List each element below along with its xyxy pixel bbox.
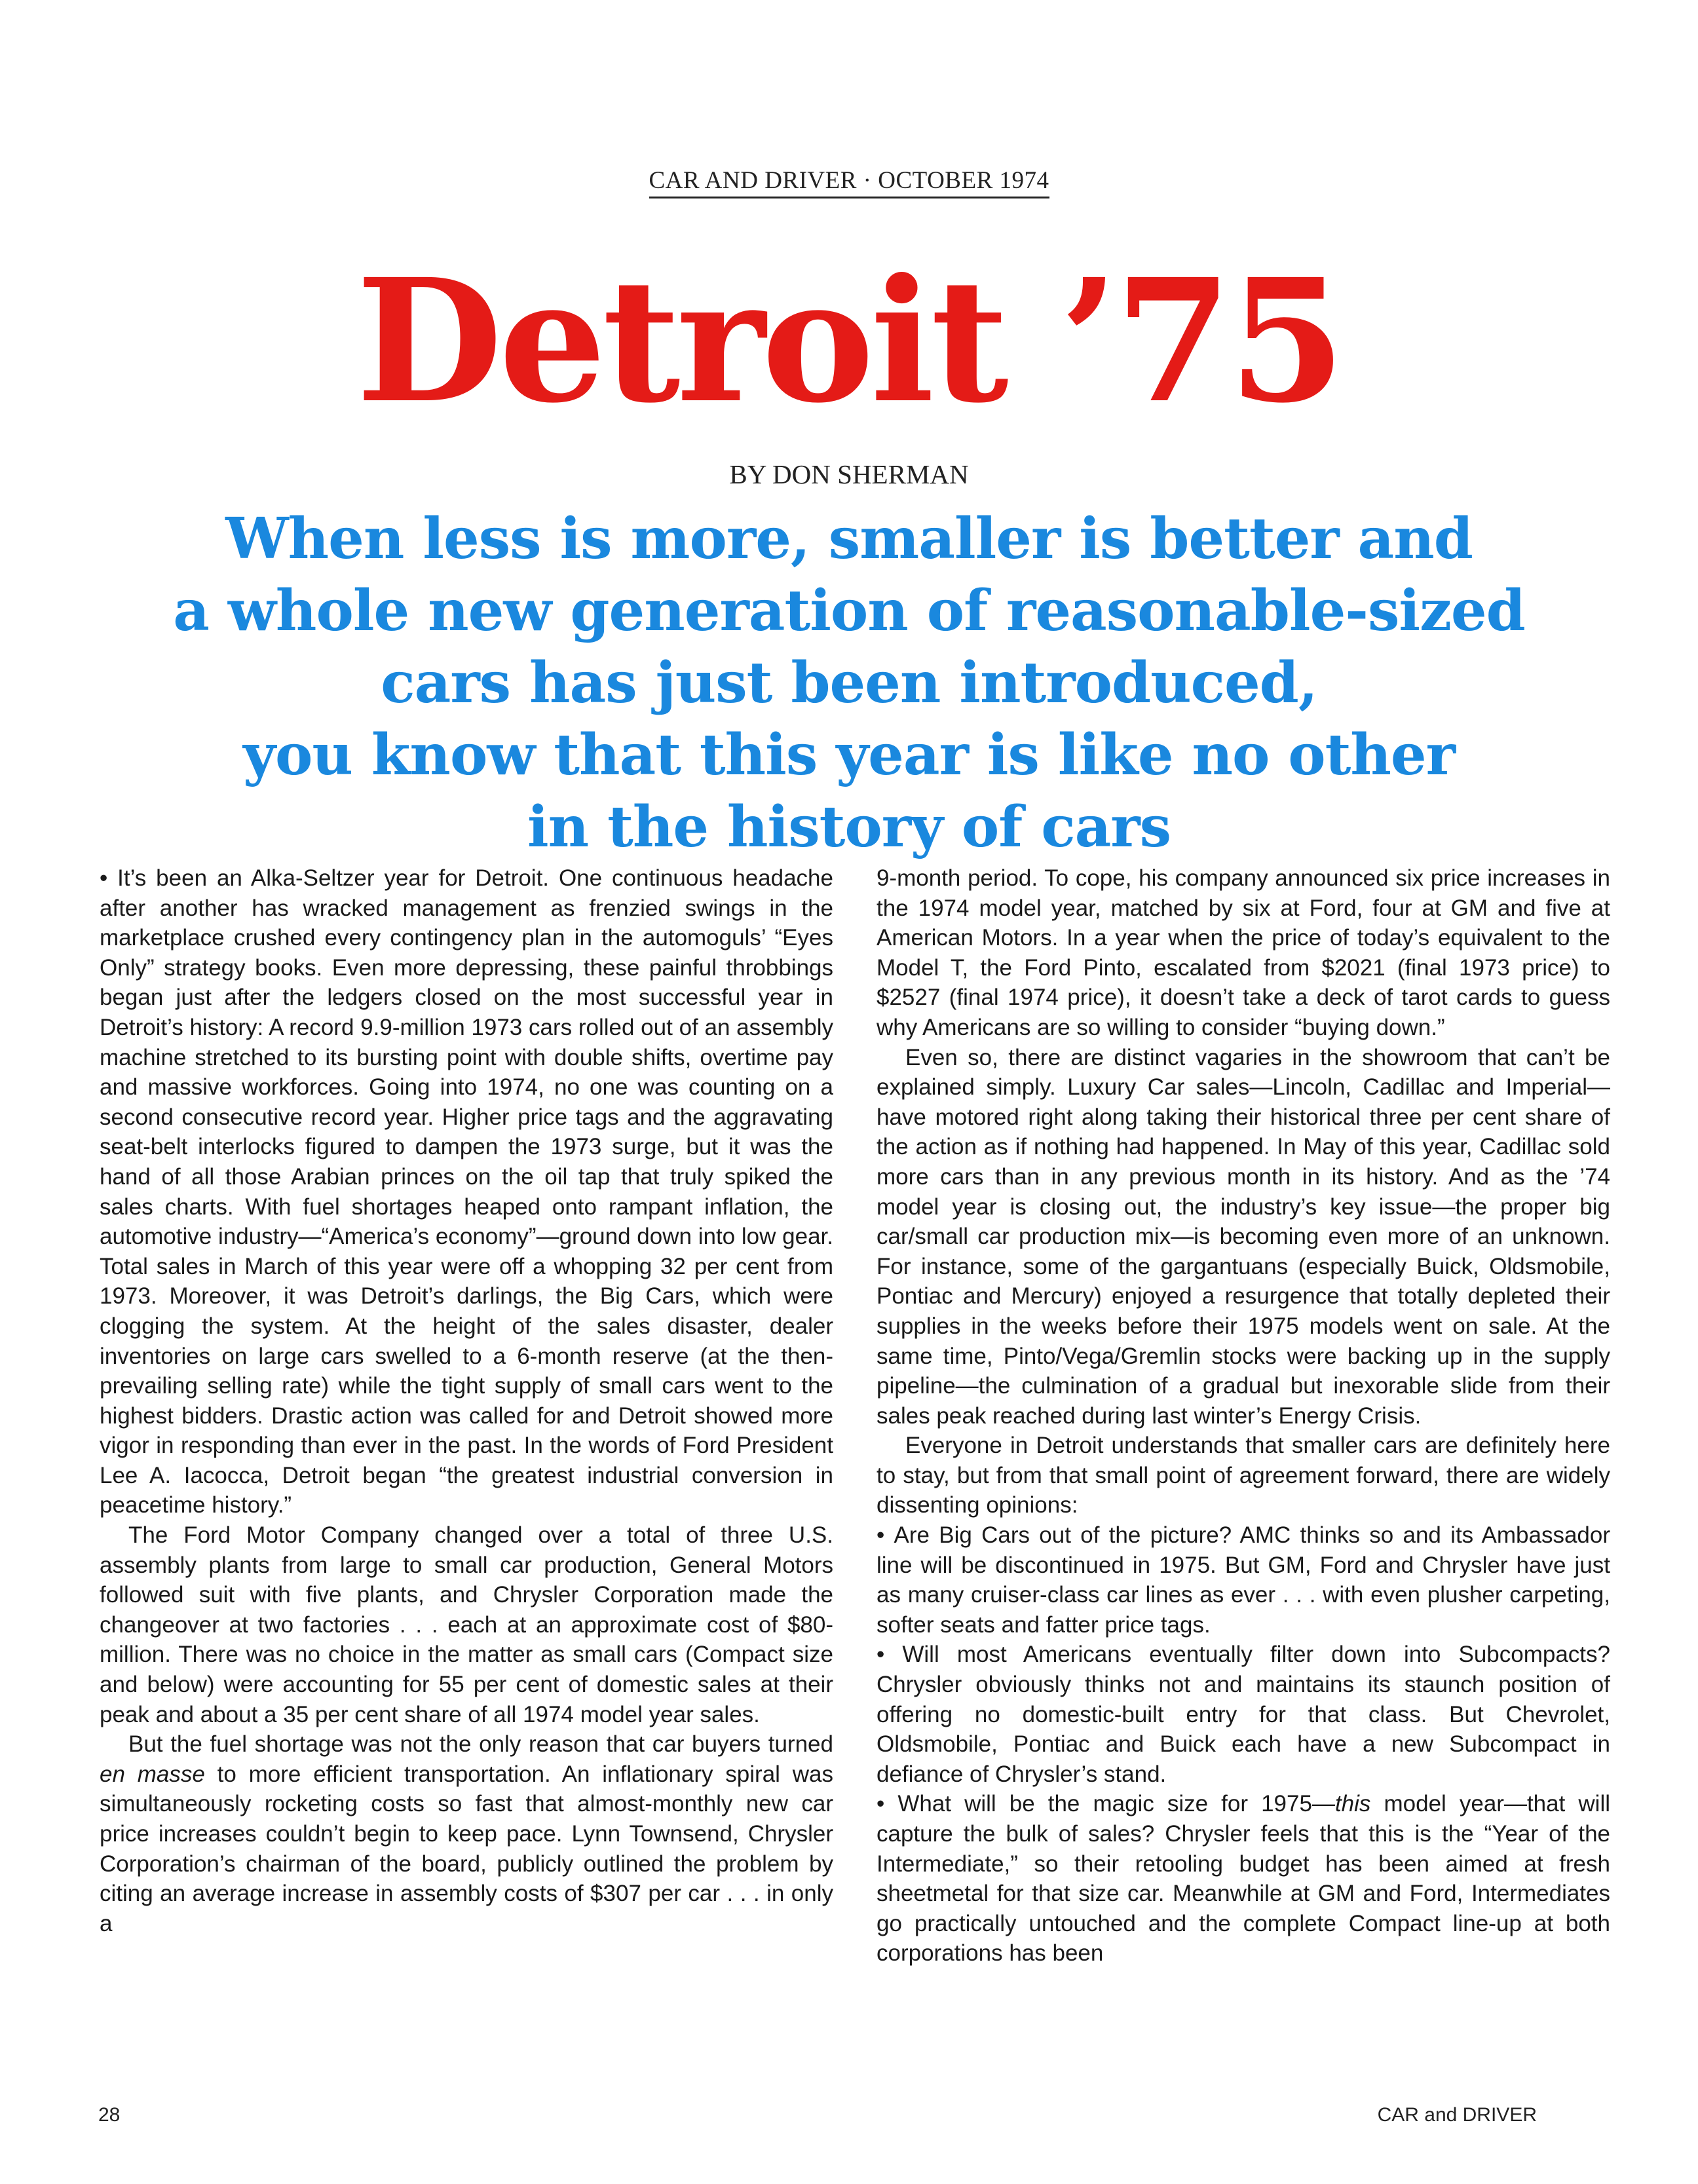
text-run: What will be the magic size for 1975— xyxy=(897,1791,1335,1817)
body-column-left xyxy=(100,863,833,1938)
deck-line: in the history of cars xyxy=(527,794,1171,860)
bullet-paragraph xyxy=(877,1789,1610,1968)
deck-line: a whole new generation of reasonable-sized xyxy=(173,578,1525,644)
text-run: But the fuel shortage was not the only reason that car buyers turned xyxy=(128,1731,833,1758)
body-paragraph: • It’s been an Alka-Seltzer year for Detroit. One continuous headache after another has wracked management as frenzied swings in the marketplace crushed every contingency plan in the automoguls’ “Eyes Only” strategy books. Even more depressing, these painful throbbings began just after the ledgers closed on the most successful year in Detroit’s history: A record 9.9-million 1973 cars rolled out of an assembly machine stretched to its bursting point with double shifts, overtime pay and massive workforces. Going into 1974, no one was counting on a second consecutive record year. Higher price tags and the aggravating seat-belt interlocks figured to dampen the 1973 surge, but it was the hand of all those Arabian princes on the oil tap that truly spiked the sales charts. With fuel shortages heaped onto rampant inflation, the automotive industry—“America’s economy”—ground down into low gear. Total sales in March of this year were off a whopping 32 per cent from 1973. Moreover, it was Detroit’s darlings, the Big Cars, which were clogging the system. At the height of the sales disaster, dealer inventories on large cars swelled to a 6-month reserve (at the then-prevailing selling rate) while the tight supply of small cars went to the highest bidders. Drastic action was called for and Detroit showed more vigor in responding than ever in the past. In the words of Ford President Lee A. Iacocca, Detroit began “the greatest industrial conversion in peacetime history.” xyxy=(100,863,833,1520)
text-run: to more efficient transportation. An inflationary spiral was simultaneously rocketing costs so fast that almost-monthly new car price increases couldn’t begin to keep pace. Lynn Townsend, Chrysler Corporation’s chairman of the board, publicly outlined the problem by citing an average increase in assembly costs of $307 per car . . . in only a xyxy=(100,1761,833,1936)
body-paragraph: Everyone in Detroit understands that smaller cars are definitely here to stay, but from that small point of agreement forward, there are widely dissenting opinions: xyxy=(877,1433,1610,1518)
running-head xyxy=(0,166,1698,195)
body-paragraph: The Ford Motor Company changed over a total of three U.S. assembly plants from large to small car production, General Motors followed suit with five plants, and Chrysler Corporation made the changeover at two factories . . . each at an approximate cost of $80-million. There was no choice in the matter as small cars (Compact size and below) were accounting for 55 per cent of domestic sales at their peak and about a 35 per cent share of all 1974 model year sales. xyxy=(100,1522,833,1727)
text-run: model year—that will capture the bulk of sales? Chrysler feels that this is the “Year of the Intermediate,” so their retooling budget has been aimed at fresh sheetmetal for that size car. Meanwhile at GM and Ford, Intermediates go practically untouched and the complete Compact line-up at both corporations has been xyxy=(877,1791,1610,1967)
page-number: 28 xyxy=(98,2104,121,2126)
body-paragraph: Even so, there are distinct vagaries in the showroom that can’t be explained simply. Luxury Car sales—Lincoln, Cadillac and Imperial—have motored right along taking their historical three per cent share of the action as if nothing had happened. In May of this year, Cadillac sold more cars than in any previous month in its history. And as the ’74 model year is closing out, the industry’s key issue—the proper big car/small car production mix—is becoming even more of an unknown. For instance, some of the gargantuans (especially Buick, Oldsmobile, Pontiac and Mercury) enjoyed a resurgence that totally depleted their supplies in the weeks before their 1975 models went on sale. At the same time, Pinto/Vega/Gremlin stocks were backing up in the supply pipeline—the culmination of a gradual but inexorable slide from their sales peak reached during last winter’s Energy Crisis. xyxy=(877,1044,1610,1429)
footer-magazine-name: CAR and DRIVER xyxy=(1377,2104,1537,2126)
body-paragraph xyxy=(100,1729,833,1938)
bullet-paragraph: • Will most Americans eventually filter down into Subcompacts? Chrysler obviously thinks not and maintains its staunch position of offering no domestic-built entry for that class. But Chevrolet, Oldsmobile, Pontiac and Buick each have a new Subcompact in defiance of Chrysler’s stand. xyxy=(877,1640,1610,1789)
byline: BY DON SHERMAN xyxy=(729,459,969,489)
running-head-text: CAR AND DRIVER · OCTOBER 1974 xyxy=(649,167,1049,198)
deck-line: cars has just been introduced, xyxy=(381,650,1317,716)
deck-line: When less is more, smaller is better and xyxy=(225,506,1473,572)
body-paragraph: 9-month period. To cope, his company announced six price increases in the 1974 model year, matched by six at Ford, four at GM and five at American Motors. In a year when the price of today’s equivalent to the Model T, the Ford Pinto, escalated from $2021 (final 1973 price) to $2527 (final 1974 price), it doesn’t take a deck of tarot cards to guess why Americans are so willing to consider “buying down.” xyxy=(877,865,1610,1040)
deck-line: you know that this year is like no other xyxy=(243,722,1455,788)
body-column-right xyxy=(877,863,1610,1968)
article-deck xyxy=(79,503,1619,863)
bullet-paragraph: • Are Big Cars out of the picture? AMC thinks so and its Ambassador line will be discontinued in 1975. But GM, Ford and Chrysler have just as many cruiser-class car lines as ever . . . with even plusher carpeting, softer seats and fatter price tags. xyxy=(877,1520,1610,1640)
italic-text: en masse xyxy=(100,1761,205,1787)
italic-text: this xyxy=(1334,1791,1371,1817)
article-title: Detroit ’75 xyxy=(356,242,1342,440)
